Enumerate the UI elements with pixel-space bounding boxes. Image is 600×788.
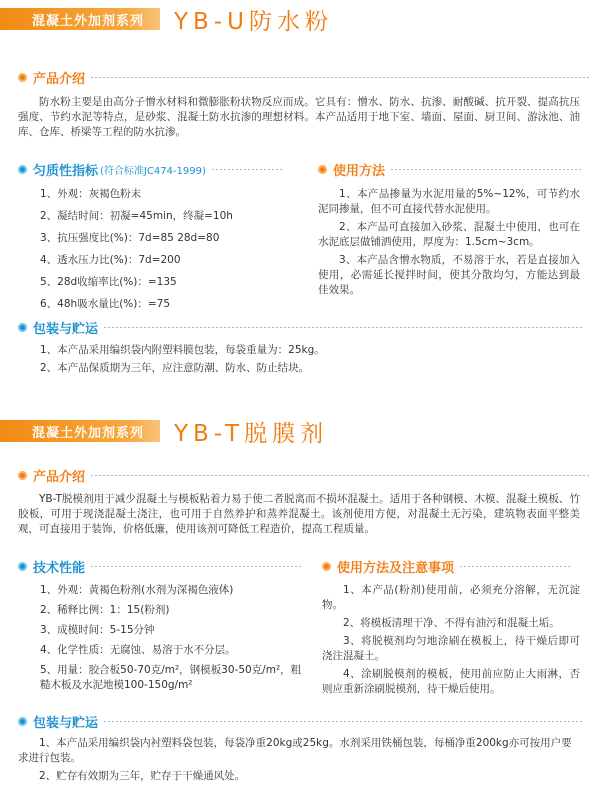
list-item: 2、贮存有效期为三年，贮存于干燥通风处。 — [39, 770, 246, 782]
list-item: 2、本产品保质期为三年，应注意防潮、防水、防止结块。 — [40, 362, 310, 374]
list-item: 4、透水压力比(%)：7d=200 — [40, 254, 181, 266]
list-item: 5、用量：胶合板50-70克/m²，钢模板30-50克/m²，粗糙木板及水泥地模100-150g/m² — [40, 664, 302, 691]
pack-list — [40, 343, 580, 376]
product-title: YB-U防水粉 — [174, 8, 333, 35]
list-item: 2、稀释比例：1：15(粉剂) — [40, 604, 170, 616]
dotted-divider — [212, 169, 282, 170]
section-title: 产品介绍 — [33, 470, 86, 485]
list-item: 1、本产品采用编织袋内附塑料膜包装，每袋重量为：25kg。 — [40, 344, 325, 356]
quality-list — [40, 187, 290, 312]
section-usage — [322, 557, 570, 576]
section-tech — [18, 557, 301, 576]
section-title: 使用方法及注意事项 — [337, 561, 455, 576]
section-intro — [18, 68, 591, 87]
list-item: 1、外观：黄褐色粉剂(水剂为深褐色液体) — [40, 584, 234, 596]
section-pack — [18, 318, 584, 337]
dotted-divider — [104, 327, 584, 328]
usage-item: 2、将模板清理干净、不得有油污和混凝土垢。 — [343, 617, 560, 629]
dotted-divider — [91, 77, 591, 78]
tech-list — [40, 583, 305, 693]
list-item: 3、成模时间：5-15分钟 — [40, 624, 155, 636]
product-title: YB-T脱膜剂 — [174, 420, 329, 447]
series-label: 混凝土外加剂系列 — [0, 8, 160, 30]
list-item: 2、凝结时间：初凝=45min，终凝=10h — [40, 210, 233, 222]
section-usage — [318, 160, 581, 179]
series-label: 混凝土外加剂系列 — [0, 420, 160, 442]
usage-item: 1、本产品(粉剂)使用前，必须充分溶解，无沉淀物。 — [322, 584, 580, 611]
bullet-icon — [18, 73, 27, 82]
list-item: 1、本产品采用编织袋内衬塑料袋包装，每袋净重20kg或25kg。水剂采用铁桶包装，每桶净重200kg亦可按用户要求进行包装。 — [18, 737, 572, 764]
intro-text: 防水粉主要是由高分子憎水材料和微膨胀粉状物反应而成。它具有：憎水、防水、抗渗、耐酸碱、抗开裂、提高抗压强度、节约水泥等特点，是砂浆、混凝土防水抗渗的理想材料。本产品适用于地下室、墙面、屋面、厨卫间、游泳池、油库、仓库、桥梁等工程的防水抗渗。 — [18, 96, 580, 138]
list-item: 3、抗压强度比(%)：7d=85 28d=80 — [40, 232, 220, 244]
bullet-icon — [18, 471, 27, 480]
dotted-divider — [91, 566, 301, 567]
usage-item: 4、涂刷脱模剂的模板，使用前应防止大雨淋，否则应重新涂刷脱模剂，待干燥后使用。 — [322, 668, 580, 695]
dotted-divider — [391, 169, 581, 170]
dotted-divider — [91, 475, 591, 476]
banner-yb-t — [0, 420, 329, 447]
list-item: 6、48h吸水量比(%)：=75 — [40, 298, 171, 310]
list-item: 5、28d收缩率比(%)：=135 — [40, 276, 177, 288]
usage-text — [322, 583, 580, 697]
bullet-icon — [18, 323, 27, 332]
section-intro — [18, 466, 591, 485]
section-title: 匀质性指标 — [33, 164, 99, 179]
section-title: 产品介绍 — [33, 72, 86, 87]
dotted-divider — [104, 721, 584, 722]
section-title: 使用方法 — [333, 164, 386, 179]
usage-item: 1、本产品掺量为水泥用量的5%~12%，可节约水泥同掺量，但不可直接代替水泥使用。 — [318, 188, 580, 215]
bullet-icon — [18, 717, 27, 726]
bullet-icon — [318, 165, 327, 174]
section-title: 包装与贮运 — [33, 716, 99, 731]
list-item: 4、化学性质：无腐蚀、易溶于水不分层。 — [40, 644, 236, 656]
list-item: 1、外观：灰褐色粉末 — [40, 188, 142, 200]
intro-text: YB-T脱模剂用于减少混凝土与模板粘着力易于使二者脱离而不损坏混凝土。适用于各种钢模、木模、混凝土模板、竹胶板，可用于现浇混凝土浇注，也可用于自然养护和蒸养混凝土。该剂使用方便，对混凝土无污染，建筑物表面平整美观，可直接用于装饰，价格低廉，使用该剂可降低工程造价，提高工程质量。 — [18, 493, 580, 535]
pack-list — [18, 736, 580, 784]
standard-note: (符合标准JC474-1999) — [100, 166, 206, 177]
usage-item: 2、本产品可直接加入砂浆、混凝土中使用，也可在水泥底层做铺洒使用，厚度为：1.5cm~3cm。 — [318, 221, 580, 248]
usage-item: 3、将脱模剂均匀地涂刷在模板上，待干燥后即可浇注混凝土。 — [322, 635, 580, 662]
bullet-icon — [18, 562, 27, 571]
dotted-divider — [460, 566, 570, 567]
section-pack — [18, 712, 584, 731]
section-quality — [18, 160, 282, 179]
usage-text — [318, 187, 580, 298]
usage-item: 3、本产品含憎水物质，不易溶于水，若是直接加入使用，必需延长搅拌时间，使其分散均匀，方能达到最佳效果。 — [318, 254, 580, 296]
section-title: 技术性能 — [33, 561, 86, 576]
banner-yb-u — [0, 8, 333, 35]
section-title: 包装与贮运 — [33, 322, 99, 337]
bullet-icon — [18, 165, 27, 174]
bullet-icon — [322, 562, 331, 571]
